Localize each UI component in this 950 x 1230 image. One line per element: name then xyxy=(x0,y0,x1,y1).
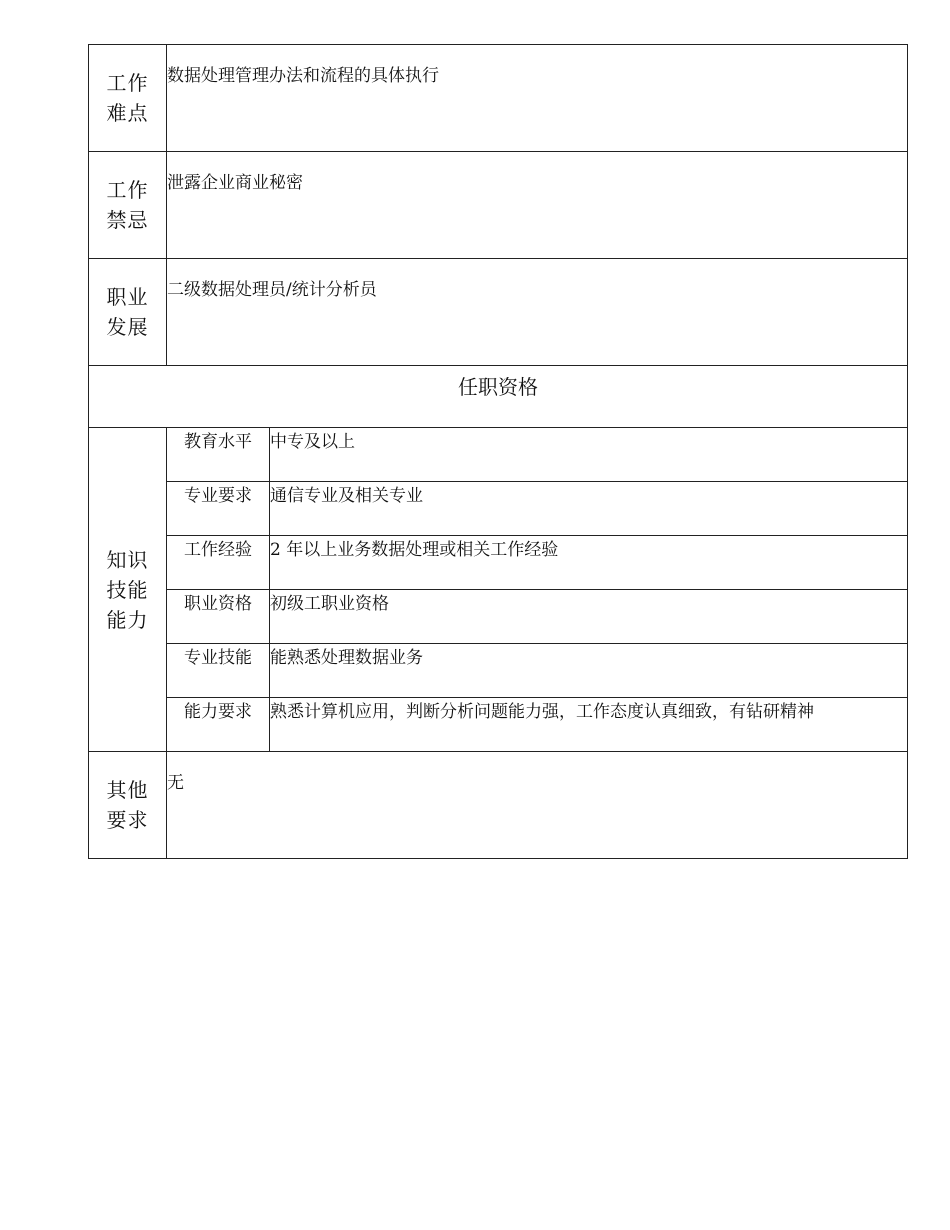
label-other-requirements: 其他 要求 xyxy=(89,752,167,859)
row-career-development xyxy=(89,259,908,366)
row-qualification xyxy=(89,590,908,644)
label-career-development: 职业 发展 xyxy=(89,259,167,366)
value-career-development: 二级数据处理员/统计分析员 xyxy=(167,259,908,366)
row-work-taboo xyxy=(89,152,908,259)
label-work-taboo: 工作 禁忌 xyxy=(89,152,167,259)
row-section-title xyxy=(89,366,908,428)
section-title: 任职资格 xyxy=(89,366,908,428)
label-knowledge-skills: 知识 技能 能力 xyxy=(89,428,167,752)
sublabel-major: 专业要求 xyxy=(167,482,270,536)
row-ability xyxy=(89,698,908,752)
row-work-difficulty xyxy=(89,45,908,152)
value-other-requirements: 无 xyxy=(167,752,908,859)
row-major xyxy=(89,482,908,536)
label-work-difficulty: 工作 难点 xyxy=(89,45,167,152)
row-other-requirements xyxy=(89,752,908,859)
row-education xyxy=(89,428,908,482)
subvalue-experience: 2 年以上业务数据处理或相关工作经验 xyxy=(270,536,908,590)
value-work-taboo: 泄露企业商业秘密 xyxy=(167,152,908,259)
sublabel-qualification: 职业资格 xyxy=(167,590,270,644)
sublabel-ability: 能力要求 xyxy=(167,698,270,752)
subvalue-major: 通信专业及相关专业 xyxy=(270,482,908,536)
job-description-table xyxy=(88,44,908,859)
row-experience xyxy=(89,536,908,590)
subvalue-ability: 熟悉计算机应用，判断分析问题能力强，工作态度认真细致，有钻研精神 xyxy=(270,698,908,752)
sublabel-education: 教育水平 xyxy=(167,428,270,482)
subvalue-qualification: 初级工职业资格 xyxy=(270,590,908,644)
sublabel-experience: 工作经验 xyxy=(167,536,270,590)
sublabel-professional-skills: 专业技能 xyxy=(167,644,270,698)
subvalue-education: 中专及以上 xyxy=(270,428,908,482)
value-work-difficulty: 数据处理管理办法和流程的具体执行 xyxy=(167,45,908,152)
row-professional-skills xyxy=(89,644,908,698)
subvalue-professional-skills: 能熟悉处理数据业务 xyxy=(270,644,908,698)
